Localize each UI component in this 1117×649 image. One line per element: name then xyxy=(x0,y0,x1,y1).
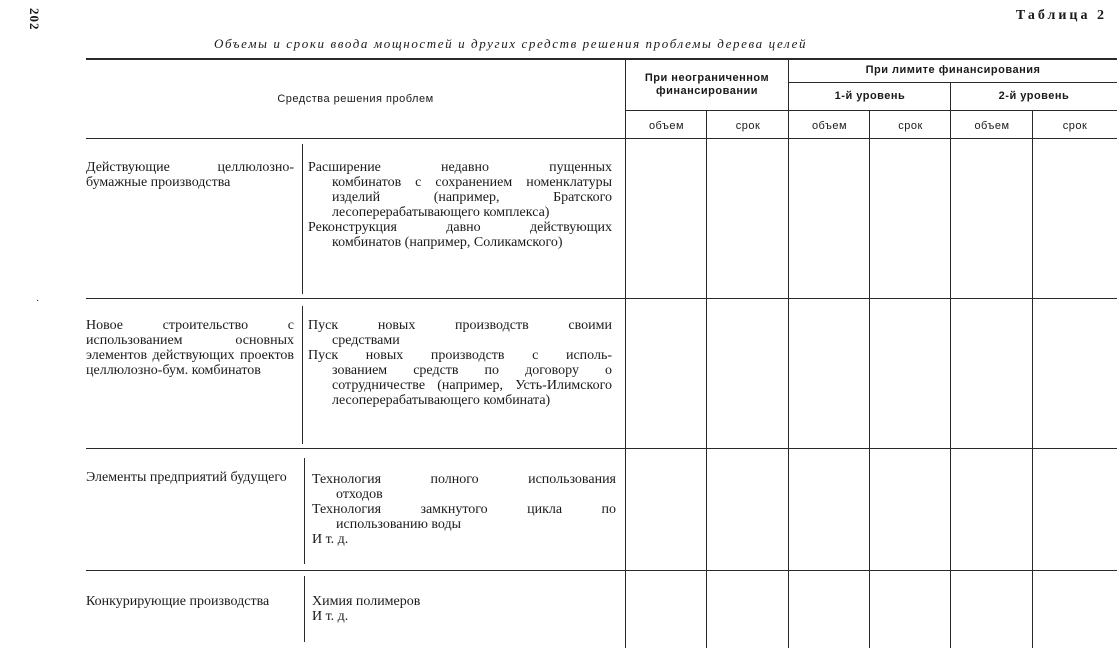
header-level2: 2-й уровень xyxy=(998,90,1070,102)
means-item xyxy=(308,318,612,348)
header-bottom-rule xyxy=(86,138,1117,139)
means-item-first-line: Пуск новых производств с исполь- xyxy=(308,348,612,363)
level-rule xyxy=(626,110,1117,111)
col-rule-unlimited xyxy=(625,58,626,648)
means-item xyxy=(312,532,616,547)
means-item-continuation: средствами xyxy=(332,333,400,348)
group-label-3: Элементы предприятий будущего xyxy=(86,470,287,485)
inner-rule-3 xyxy=(304,458,305,564)
table-label: Таблица 2 xyxy=(1015,8,1107,23)
inner-rule-2 xyxy=(302,306,303,444)
header-term-3: срок xyxy=(1062,120,1088,132)
means-item-first-line: Пуск новых производств своими xyxy=(308,318,612,333)
group-label-2: Новое строительство с использованием основных элементов действующих проектов целлюлозно-бум. комбинатов xyxy=(86,318,294,378)
means-item-first-line: Химия полимеров xyxy=(312,594,421,609)
means-item xyxy=(312,609,616,624)
inner-rule-4 xyxy=(304,576,305,642)
means-list-3 xyxy=(312,472,616,547)
means-item-continuation: комбинатов (например, Соликамского) xyxy=(332,235,563,250)
means-item xyxy=(308,220,612,250)
row-rule-3 xyxy=(86,570,1117,571)
means-item xyxy=(308,160,612,220)
means-item-continuation: отходов xyxy=(336,487,383,502)
inner-rule-1 xyxy=(302,144,303,294)
col-rule-l1-term xyxy=(869,110,870,648)
table-caption: Объемы и сроки ввода мощностей и других средств решения проблемы дерева целей xyxy=(214,36,808,51)
col-rule-level2 xyxy=(950,82,951,648)
col-rule-l2-term xyxy=(1032,110,1033,648)
means-item-first-line: Реконструкция давно действующих xyxy=(308,220,612,235)
limit-rule xyxy=(788,82,1117,83)
header-unlimited: При неограниченном финансировании xyxy=(644,72,770,97)
col-rule-limit xyxy=(788,58,789,648)
means-list-2 xyxy=(308,318,612,408)
header-level1: 1-й уровень xyxy=(834,90,906,102)
page-number: 202 xyxy=(27,8,42,31)
header-limit: При лимите финансирования xyxy=(865,64,1041,76)
means-item-continuation: использованию воды xyxy=(336,517,462,532)
means-item-first-line: Технология полного использования xyxy=(312,472,616,487)
row-rule-2 xyxy=(86,448,1117,449)
means-item-first-line: И т. д. xyxy=(312,532,349,547)
header-volume-2: объем xyxy=(811,120,848,132)
row-rule-1 xyxy=(86,298,1117,299)
header-term-2: срок xyxy=(898,120,923,132)
means-item-first-line: И т. д. xyxy=(312,609,349,624)
means-item xyxy=(308,348,612,408)
group-label-1: Действующие целлюлозно-бумажные производства xyxy=(86,160,294,190)
means-item xyxy=(312,594,616,609)
means-item-continuation: зованием средств по договору о сотрудничестве (например, Усть-Илимского лесоперерабатывающего комбината) xyxy=(332,363,612,408)
group-label-4: Конкурирующие производства xyxy=(86,594,270,609)
data-table xyxy=(86,58,1117,648)
means-list-1 xyxy=(308,160,612,250)
col-rule-u-term xyxy=(706,110,707,648)
means-item xyxy=(312,502,616,532)
header-volume-3: объем xyxy=(974,120,1010,132)
header-means: Средства решения проблем xyxy=(277,93,434,105)
header-volume-1: объем xyxy=(648,120,685,132)
means-item-continuation: комбинатов с сохранением номенклатуры изделий (например, Братского лесоперерабатывающего комплекса) xyxy=(332,175,612,220)
means-item-first-line: Технология замкнутого цикла по xyxy=(312,502,616,517)
speck: · xyxy=(36,296,40,307)
header-term-1: срок xyxy=(735,120,761,132)
means-item xyxy=(312,472,616,502)
means-item-first-line: Расширение недавно пущенных xyxy=(308,160,612,175)
table-top-rule xyxy=(86,58,1117,60)
means-list-4 xyxy=(312,594,616,624)
